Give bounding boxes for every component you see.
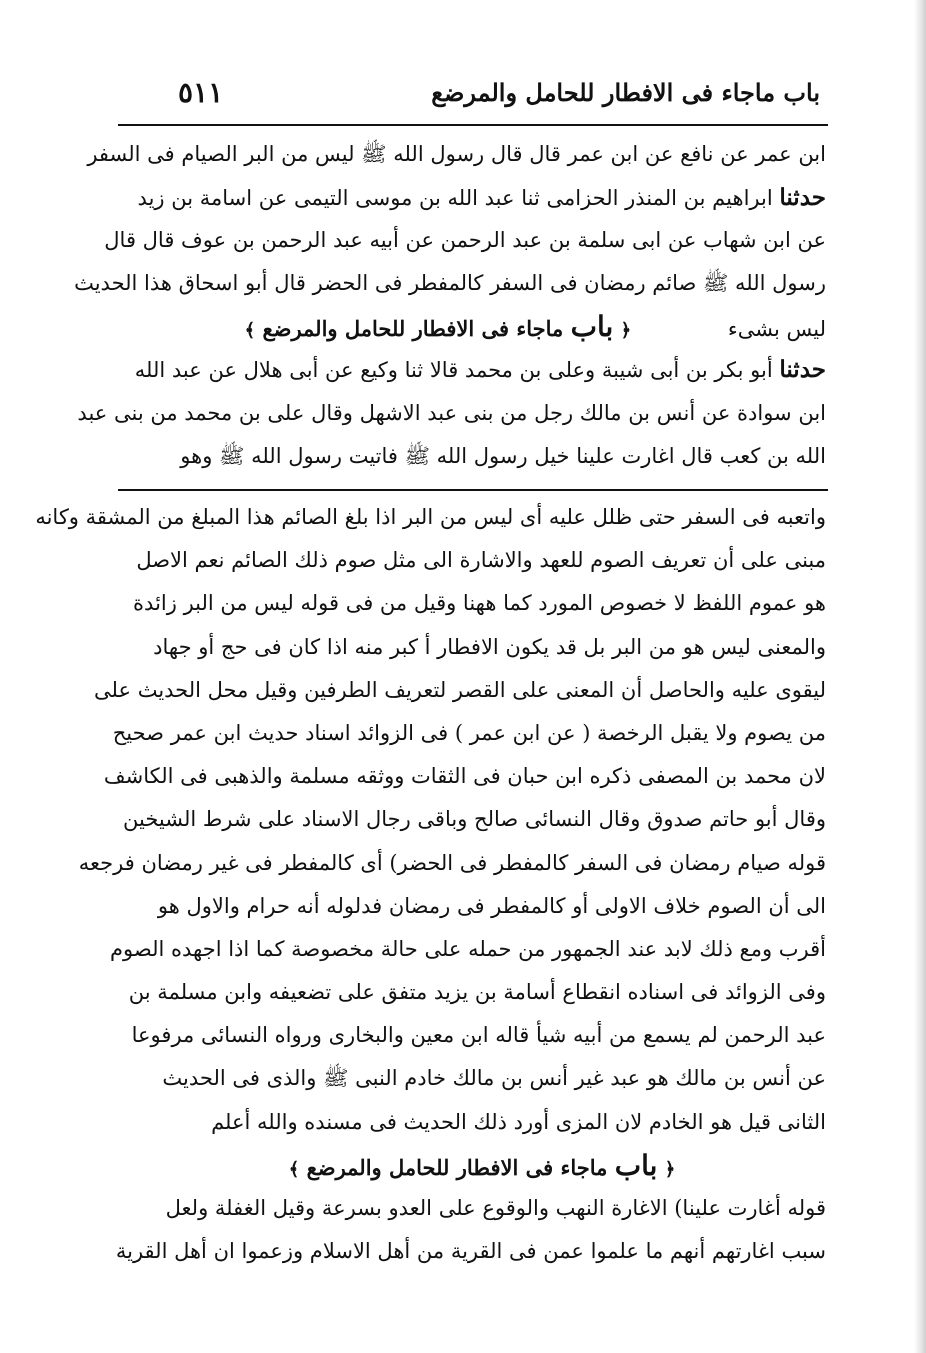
commentary-line: هو عموم اللفظ لا خصوص المورد كما ههنا وقيل من فى قوله ليس من البر زائدة — [133, 591, 826, 616]
haddathana-mark: حدثنا — [779, 356, 826, 384]
header-rule — [118, 124, 828, 126]
commentary-line: مبنى على أن تعريف الصوم للعهد والاشارة الى مثل صوم ذلك الصائم نعم الاصل — [136, 548, 826, 573]
commentary-line: أقرب ومع ذلك لابد عند الجمهور من حمله على حالة مخصوصة كما اذا اجهده الصوم — [110, 936, 826, 961]
running-header — [150, 72, 820, 120]
commentary-text — [35, 496, 826, 1273]
text-span: ليس بشىء — [727, 317, 826, 342]
text-line — [138, 305, 826, 348]
commentary-line: عن أنس بن مالك هو عبد غير أنس بن مالك خادم النبى ﷺ والذى فى الحديث — [162, 1066, 826, 1091]
commentary-line: الى أن الصوم خلاف الاولى أو كالمفطر فى رمضان فدلوله أنه حرام والاول هو — [157, 893, 826, 918]
scan-edge-shadow — [914, 0, 926, 1353]
text-span: ابراهيم بن المنذر الحزامى ثنا عبد الله بن موسى التيمى عن اسامة بن زيد — [137, 186, 773, 211]
text-line — [134, 348, 826, 391]
text-line: ابن سوادة عن أنس بن مالك رجل من بنى عبد الاشهل وقال على بن محمد من بنى عبد — [77, 400, 826, 425]
commentary-line: وقال أبو حاتم صدوق وقال النسائى صالح وباقى رجال الاسناد على شرط الشيخين — [123, 807, 826, 832]
commentary-line: سبب اغارتهم أنهم ما علموا عمن فى القرية من أهل الاسلام وزعموا ان أهل القرية — [115, 1239, 826, 1264]
commentary-line: وفى الزوائد فى اسناده انقطاع أسامة بن يزيد متفق على تضعيفه وابن مسلمة بن — [128, 980, 826, 1005]
text-line — [138, 176, 826, 219]
chapter-heading — [138, 1144, 826, 1187]
commentary-rule — [118, 489, 828, 491]
ornament-close: ﴾ — [288, 1158, 300, 1180]
chapter-title: باب ماجاء فى الافطار للحامل والمرضع — [431, 78, 820, 107]
commentary-line: الثانى قيل هو الخادم لان المزى أورد ذلك الحديث فى مسنده والله أعلم — [211, 1109, 826, 1134]
commentary-line: والمعنى ليس هو من البر بل قد يكون الافطار أ كبر منه اذا كان فى حج أو جهاد — [153, 634, 826, 659]
commentary-line: قوله أغارت علينا) الاغارة النهب والوقوع على العدو بسرعة وقيل الغفلة ولعل — [165, 1196, 826, 1220]
text-line: ابن عمر عن نافع عن ابن عمر قال قال رسول الله ﷺ ليس من البر الصيام فى السفر — [87, 142, 826, 166]
ornament-open: ﴿ — [664, 1158, 676, 1180]
text-line: عن ابن شهاب عن ابى سلمة بن عبد الرحمن عن أبيه عبد الرحمن بن عوف قال قال — [104, 228, 826, 253]
text-line: الله بن كعب قال اغارت علينا خيل رسول الله ﷺ فاتيت رسول الله ﷺ وهو — [180, 443, 826, 468]
commentary-line: ليقوى عليه والحاصل أن المعنى على القصر لتعريف الطرفين وقيل محل الحديث على — [94, 677, 826, 702]
haddathana-mark: حدثنا — [779, 184, 826, 212]
bab-label: باب — [614, 1148, 658, 1182]
heading-text: ماجاء فى الافطار للحامل والمرضع — [262, 316, 564, 342]
commentary-line: عبد الرحمن لم يسمع من أبيه شيأ قاله ابن معين والبخارى ورواه النسائى مرفوعا — [131, 1023, 826, 1048]
commentary-line: من يصوم ولا يقبل الرخصة ( عن ابن عمر ) فى الزوائد اسناد حديث ابن عمر صحيح — [112, 720, 826, 745]
chapter-heading — [244, 310, 632, 344]
ornament-open: ﴿ — [620, 320, 632, 342]
bab-label: باب — [570, 310, 614, 344]
text-line: رسول الله ﷺ صائم رمضان فى السفر كالمفطر فى الحضر قال أبو اسحاق هذا الحديث — [74, 271, 826, 296]
commentary-line: قوله صيام رمضان فى السفر كالمفطر فى الحضر) أى كالمفطر فى غير رمضان فرجعه — [78, 850, 826, 875]
hadith-text — [74, 133, 826, 478]
ornament-close: ﴾ — [244, 320, 256, 342]
commentary-line: واتعبه فى السفر حتى ظلل عليه أى ليس من البر اذا بلغ الصائم هذا المبلغ من المشقة وكانه — [35, 505, 826, 529]
heading-text: ماجاء فى الافطار للحامل والمرضع — [306, 1154, 608, 1180]
page-number: ٥١١ — [178, 76, 224, 109]
commentary-line: لان محمد بن المصفى ذكره ابن حبان فى الثقات ووثقه مسلمة والذهبى فى الكاشف — [103, 764, 826, 789]
text-span: أبو بكر بن أبى شيبة وعلى بن محمد قالا ثنا وكيع عن أبى هلال عن عبد الله — [134, 358, 773, 383]
